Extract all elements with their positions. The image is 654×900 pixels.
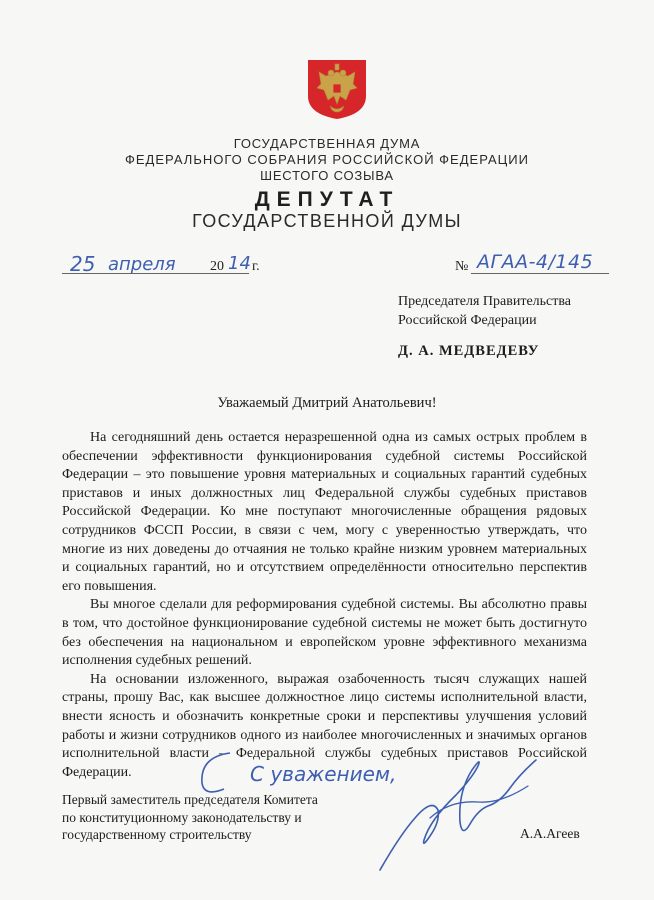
- signatory-title-line: государственному строительству: [62, 827, 252, 842]
- date-year-printed: 20: [210, 259, 224, 274]
- russian-coat-of-arms-icon: [306, 58, 368, 120]
- signatory-title-line: по конституционному законодательству и: [62, 809, 302, 825]
- signatory-title: [62, 791, 318, 844]
- letterhead-subtitle: ГОСУДАРСТВЕННОЙ ДУМЫ: [192, 211, 462, 231]
- paragraph: На сегодняшний день остается неразрешенной одна из самых острых проблем в обеспечении эффективности функционирования судебной системы Российской Федерации – это повышение уровня материальных и социальных гарантий судебных приставов и иных должностных лиц Федеральной службы судебных приставов Российской Федерации. Ко мне поступают многочисленные обращения рядовых сотрудников ФССП России, в связи с чем, могу с уверенностью утверждать, что многие из них доведены до отчаяния не только крайне низким уровнем материальных и социальных гарантий, но и отсутствием определённости относительно перспектив его повышения.: [62, 430, 587, 594]
- addressee-position: Председателя Правительства: [398, 294, 572, 309]
- date-underline: [62, 273, 249, 274]
- addressee-organization: Российской Федерации: [398, 313, 537, 328]
- number-underline: [471, 273, 609, 274]
- date-month: апреля: [108, 254, 176, 275]
- date-day: 25: [70, 252, 96, 276]
- federal-assembly-line: ФЕДЕРАЛЬНОГО СОБРАНИЯ РОССИЙСКОЙ ФЕДЕРАЦИИ: [125, 152, 529, 167]
- handwritten-signature: [360, 740, 560, 880]
- letterhead-title: ДЕПУТАТ: [254, 188, 400, 211]
- letter-body: [62, 429, 587, 782]
- date-suffix: г.: [252, 259, 260, 274]
- date-year-handwritten: 14: [228, 253, 251, 274]
- signatory-title-line: Первый заместитель председателя Комитета: [62, 792, 318, 807]
- addressee-name: Д. А. МЕДВЕДЕВУ: [398, 343, 540, 359]
- convocation-line: ШЕСТОГО СОЗЫВА: [260, 168, 394, 183]
- reference-number: [455, 250, 615, 278]
- duma-header-line: ГОСУДАРСТВЕННАЯ ДУМА: [233, 136, 421, 151]
- reference-value: АГАА-4/145: [477, 251, 594, 273]
- signatory-name: А.А.Агеев: [520, 826, 580, 841]
- handwritten-closing: С уважением,: [250, 762, 397, 786]
- paragraph: Вы многое сделали для реформирования судебной системы. Вы абсолютно правы в том, что достойное функционирование судебной системы не может быть достигнуто без обеспечения на национальном и европейском уровне эффективного механизма исполнения судебных решений.: [62, 597, 587, 669]
- paragraph: На основании изложенного, выражая озабоченность тысяч служащих нашей страны, прошу Вас, как высшее должностное лицо системы исполнительной власти, внести ясность и обозначить конкретные сроки и перспективы улучшения условий работы и жизни сотрудников одного из наиболее многочисленных и значимых органов исполнительной власти – Федеральной службы судебных приставов Российской Федерации.: [62, 671, 587, 780]
- salutation: Уважаемый Дмитрий Анатольевич!: [217, 395, 437, 411]
- number-sign: №: [455, 259, 469, 274]
- letter-date: [62, 250, 302, 278]
